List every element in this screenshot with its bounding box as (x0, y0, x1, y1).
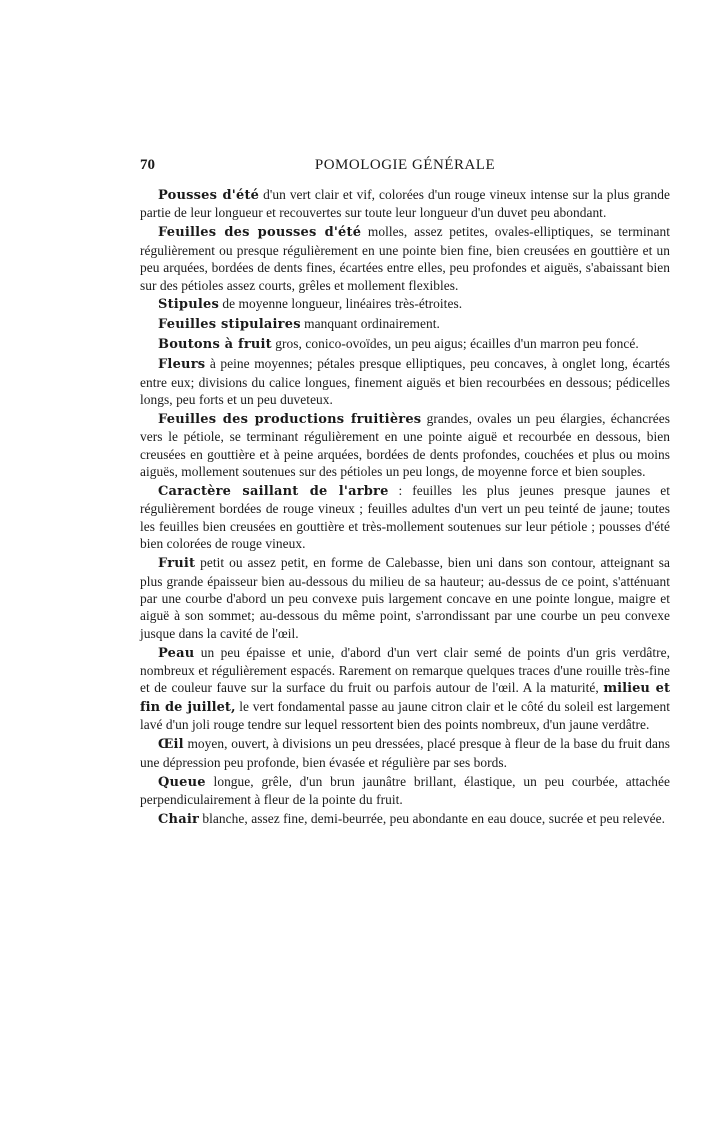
headword: Chair (158, 811, 200, 827)
paragraph-text: le vert fondamental passe au jaune citron clair et le côté du soleil est largement lavé d'un joli rouge tendre sur lequel ressortent bien des points nombreux, d'un jaune verdâtre. (140, 698, 670, 733)
headword: Boutons à fruit (158, 337, 272, 353)
page-number: 70 (140, 157, 155, 173)
paragraph-text: manquant ordinairement. (300, 316, 440, 332)
paragraph-text: longue, grêle, d'un brun jaunâtre brillant, élastique, un peu courbée, attachée perpendiculairement à fleur de la pointe du fruit. (140, 773, 670, 807)
paragraph-pousses (140, 186, 670, 222)
headword: Stipules (158, 297, 220, 313)
paragraph-text: molles, assez petites, ovales-elliptiques, se terminant régulièrement ou presque régulièrement en une pointe bien fine, bien creusées en gouttière et un peu arquées, bordées de dents fines, écartées entre elles, peu profondes et aiguës, s'abaissant bien sur des pétioles assez courts, grêles et mollement flexibles. (140, 224, 670, 293)
headword: Peau (158, 645, 195, 661)
paragraph-fleurs (140, 355, 670, 408)
running-title: POMOLOGIE GÉNÉRALE (314, 157, 496, 173)
paragraph-feuilles-stipulaires (140, 315, 670, 333)
paragraph-oeil (140, 735, 670, 771)
paragraph-text: à peine moyennes; pétales presque elliptiques, peu concaves, à onglet long, écartés entre eux; divisions du calice longues, finement aiguës et bien recourbées en dessous; pédicelles longs, peu forts et un peu duveteux. (140, 356, 670, 407)
paragraph-feuilles-productions (140, 410, 670, 481)
paragraph-fruit (140, 554, 670, 642)
paragraph-peau (140, 644, 670, 734)
paragraph-chair (140, 810, 670, 828)
paragraph-boutons (140, 335, 670, 353)
headword: Pousses d'été (158, 188, 260, 203)
book-page (140, 157, 670, 830)
headword: Feuilles des productions fruitières (158, 411, 422, 427)
paragraph-text: : feuilles les plus jeunes presque jaunes et régulièrement bordées de rouge vineux ; feuilles adultes d'un vert un peu teinté de jaune; toutes les feuilles bien creusées en gouttière et très-mollement soutenues sur leur pétiole ; pousses d'été bien colorées de rouge vineux. (140, 483, 670, 552)
paragraph-text: d'un vert clair et vif, colorées d'un rouge vineux intense sur la plus grande partie de leur longueur et recouvertes sur toute leur longueur d'un duvet peu abondant. (140, 187, 670, 221)
paragraph-text: blanche, assez fine, demi-beurrée, peu abondante en eau douce, sucrée et peu relevée. (199, 810, 666, 826)
paragraph-text: petit ou assez petit, en forme de Calebasse, bien uni dans son contour, atteignant sa plus grande épaisseur bien au-dessous du milieu de sa hauteur; au-dessus de ce point, s'atténuant par une courbe d'abord un peu convexe puis largement concave en une pointe longue, maigre et aiguë à son sommet; au-dessous du même point, s'arrondissant par une courbe un peu convexe jusque dans la cavité de l'œil. (140, 555, 670, 641)
paragraph-text: gros, conico-ovoïdes, un peu aigus; écailles d'un marron peu foncé. (271, 336, 639, 352)
paragraph-feuilles-pousses (140, 223, 670, 294)
maturity-date: milieu et fin de juillet, (140, 681, 671, 715)
headword: Fleurs (158, 357, 206, 373)
page-header (140, 157, 670, 179)
paragraph-caractere (140, 482, 670, 553)
paragraph-text: un peu épaisse et unie, d'abord d'un vert clair semé de points d'un gris verdâtre, nombreux et régulièrement espacés. Rarement on remarque quelques traces d'une rouille très-fine et de couleur fauve sur la surface du fruit ou parfois autour de l'œil. A la maturité, (140, 644, 670, 696)
paragraph-text: de moyenne longueur, linéaires très-étroites. (219, 296, 463, 312)
headword: Fruit (158, 556, 196, 572)
headword: Œil (158, 737, 184, 753)
paragraph-text: moyen, ouvert, à divisions un peu dressées, placé presque à fleur de la base du fruit dans une dépression peu profonde, bien évasée et régulière par ses bords. (140, 736, 670, 770)
headword: Feuilles des pousses d'été (158, 225, 362, 241)
paragraph-text: grandes, ovales un peu élargies, échancrées vers le pétiole, se terminant régulièrement en une pointe aiguë et recourbée en dessous, bien creusées en gouttière et à peine arquées, bordées de dents profondes, couchées et plus ou moins aiguës, mollement soutenues sur des pétioles un peu longs, de moyenne force et bien souples. (140, 410, 670, 480)
paragraph-stipules (140, 295, 670, 313)
headword: Caractère saillant de l'arbre (158, 484, 389, 499)
paragraph-queue (140, 773, 670, 809)
headword: Feuilles stipulaires (158, 317, 301, 333)
headword: Queue (158, 774, 206, 790)
